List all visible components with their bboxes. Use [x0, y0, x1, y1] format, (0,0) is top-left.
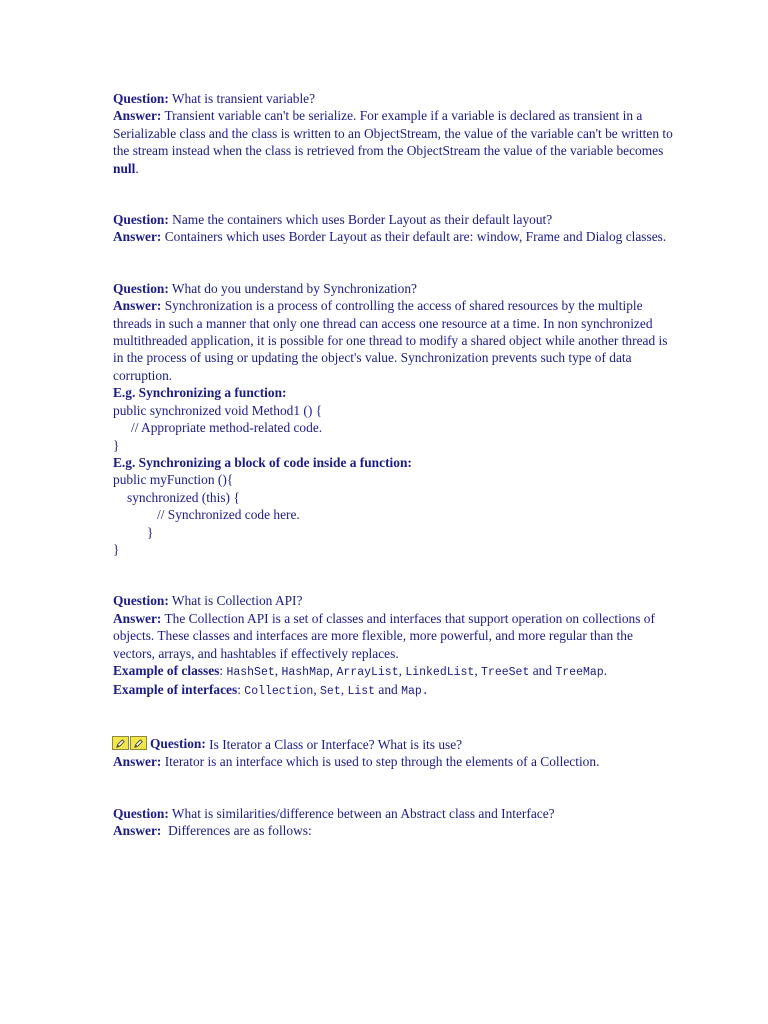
separator: . — [421, 685, 429, 699]
interface-name: Collection — [244, 685, 314, 699]
code-line: // Synchronized code here. — [157, 507, 300, 523]
interface-name: List — [347, 685, 376, 699]
answer-text: Iterator is an interface which is used to step through the elements of a Collection. — [164, 754, 600, 770]
question-text: Is Iterator a Class or Interface? What is its use? — [209, 736, 463, 752]
answer-label: Answer: — [113, 108, 162, 124]
class-name: TreeMap — [555, 665, 604, 679]
qa-border-layout — [113, 211, 673, 246]
question-text: What is Collection API? — [171, 593, 303, 609]
code-line: public myFunction (){ — [113, 472, 234, 488]
qa-collection-api — [113, 592, 673, 700]
separator: : — [237, 682, 245, 698]
code-line: } — [113, 437, 120, 453]
question-label: Question: — [150, 735, 206, 751]
pencil-icon — [130, 736, 147, 750]
answer-label: Answer: — [113, 754, 162, 770]
question-label: Question: — [113, 593, 169, 609]
classes-label: Example of classes — [113, 662, 220, 678]
question-label: Question: — [113, 805, 169, 821]
question-label: Question: — [113, 212, 169, 228]
separator: , — [474, 662, 482, 678]
example-title: E.g. Synchronizing a function: — [113, 385, 287, 401]
separator: , — [398, 662, 406, 678]
separator: , — [274, 662, 282, 678]
separator: and — [529, 662, 556, 678]
answer-end: . — [135, 160, 139, 176]
class-name: TreeSet — [481, 665, 530, 679]
separator: , — [340, 682, 348, 698]
code-line: public synchronized void Method1 () { — [113, 402, 323, 418]
qa-abstract-vs-interface — [113, 805, 673, 840]
separator: , — [329, 662, 337, 678]
answer-label: Answer: — [113, 610, 162, 626]
code-line: synchronized (this) { — [127, 489, 240, 505]
question-text: What is similarities/difference between an Abstract class and Interface? — [171, 805, 555, 821]
class-name: ArrayList — [336, 665, 399, 679]
qa-transient-variable — [113, 90, 673, 177]
answer-label: Answer: — [113, 298, 162, 314]
separator: and — [375, 682, 402, 698]
answer-text: Transient variable can't be serialize. For example if a variable is declared as transient in a Serializable class and the class is written to an ObjectStream, the value of the variable can't be written to the stream instead when the class is retrieved from the ObjectStream the value of the variable becomes — [113, 108, 673, 159]
question-text: What do you understand by Synchronization? — [171, 280, 417, 296]
code-line: } — [113, 541, 120, 557]
code-line: // Appropriate method-related code. — [131, 420, 323, 436]
interface-name: Map — [401, 685, 422, 699]
separator: : — [219, 662, 227, 678]
interface-name: Set — [320, 685, 341, 699]
qa-synchronization — [113, 280, 673, 559]
separator: . — [603, 662, 608, 678]
question-text: Name the containers which uses Border Layout as their default layout? — [172, 212, 553, 228]
answer-label: Answer: — [113, 229, 162, 245]
interfaces-label: Example of interfaces — [113, 682, 238, 698]
answer-text: Differences are as follows: — [168, 823, 312, 839]
answer-text: Containers which uses Border Layout as their default are: window, Frame and Dialog classes. — [164, 229, 667, 245]
document-page — [113, 90, 673, 840]
code-line: } — [147, 524, 154, 540]
answer-null-keyword: null — [113, 160, 136, 176]
question-label: Question: — [113, 91, 169, 106]
answer-label: Answer: — [113, 823, 162, 839]
class-name: HashMap — [281, 665, 330, 679]
question-head — [113, 735, 206, 752]
review-marks — [112, 736, 148, 750]
pencil-icon — [112, 736, 129, 750]
answer-text: The Collection API is a set of classes and interfaces that support operation on collections of objects. These classes and interfaces are more flexible, more powerful, and more regular than the vectors, arrays, and hashtables if effectively replaces. — [113, 610, 655, 661]
class-name: HashSet — [226, 665, 275, 679]
question-text: What is transient variable? — [171, 91, 316, 106]
class-name: LinkedList — [405, 665, 475, 679]
separator: , — [313, 682, 321, 698]
example-title: E.g. Synchronizing a block of code inside a function: — [113, 454, 412, 470]
qa-iterator — [113, 735, 673, 771]
answer-text: Synchronization is a process of controlling the access of shared resources by the multiple threads in such a manner that only one thread can access one resource at a time. In non synchronized multithreaded application, it is possible for one thread to modify a shared object while another thread is in the process of using or updating the object's value. Synchronization prevents such type of data corruption. — [113, 298, 668, 383]
question-label: Question: — [113, 280, 169, 296]
